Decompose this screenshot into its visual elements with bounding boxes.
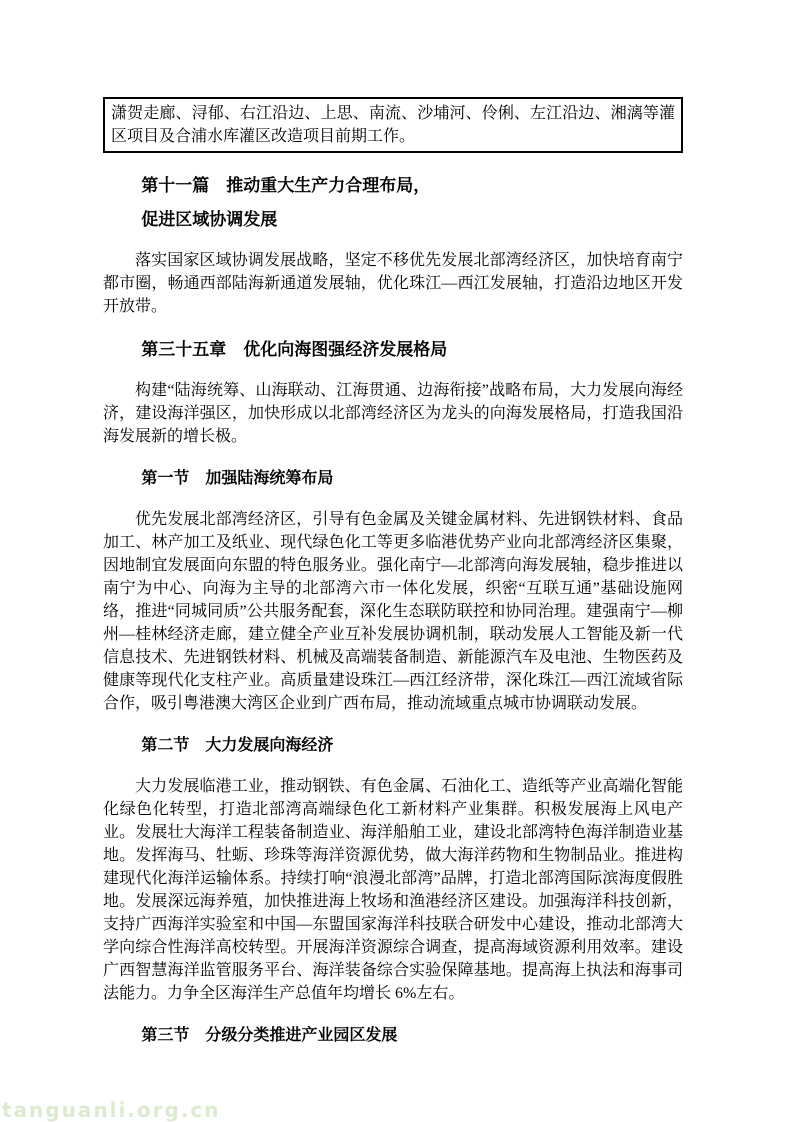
watermark-text: tanguanli.org.cn	[2, 1098, 221, 1122]
page-content	[103, 97, 683, 1045]
section-heading-1: 第一节 加强陆海统筹布局	[141, 470, 334, 487]
framed-note-box: 潇贺走廊、浔郁、右江沿边、上思、南流、沙埔河、伶俐、左江沿边、湘漓等灌区项目及合浦水库灌区改造项目前期工作。	[103, 97, 683, 153]
section-heading-3: 第三节 分级分类推进产业园区发展	[141, 1027, 398, 1044]
part-heading-line-2: 促进区域协调发展	[141, 210, 278, 229]
paragraph-marine-economy: 大力发展临港工业，推动钢铁、有色金属、石油化工、造纸等产业高端化智能化绿色化转型，打造北部湾高端绿色化工新材料产业集群。积极发展海上风电产业。发展壮大海洋工程装备制造业、海洋船舶工业，建设北部湾特色海洋制造业基地。发挥海马、牡蛎、珍珠等海洋资源优势，做大海洋药物和生物制品业。推进构建现代化海洋运输体系。持续打响“浪漫北部湾”品牌，打造北部湾国际滨海度假胜地。发展深远海养殖，加快推进海上牧场和渔港经济区建设。加强海洋科技创新，支持广西海洋实验室和中国—东盟国家海洋科技联合研发中心建设，推动北部湾大学向综合性海洋高校转型。开展海洋资源综合调查，提高海域资源利用效率。建设广西智慧海洋监管服务平台、海洋装备综合实验保障基地。提高海上执法和海事司法能力。力争全区海洋生产总值年均增长 6%左右。	[103, 778, 683, 1002]
paragraph-regional-strategy: 落实国家区域协调发展战略，坚定不移优先发展北部湾经济区，加快培育南宁都市圈，畅通西部陆海新通道发展轴，优化珠江—西江发展轴，打造沿边地区开发开放带。	[103, 252, 683, 315]
section-heading-2: 第二节 大力发展向海经济	[141, 737, 334, 754]
chapter-heading-35: 第三十五章 优化向海图强经济发展格局	[141, 340, 448, 359]
part-heading-line-1: 第十一篇 推动重大生产力合理布局，	[141, 176, 431, 195]
paragraph-beibu-gulf: 优先发展北部湾经济区，引导有色金属及关键金属材料、先进钢铁材料、食品加工、林产加工及纸业、现代绿色化工等更多临港优势产业向北部湾经济区集聚，因地制宜发展面向东盟的特色服务业。强化南宁—北部湾向海发展轴，稳步推进以南宁为中心、向海为主导的北部湾六市一体化发展，织密“互联互通”基础设施网络，推进“同城同质”公共服务配套，深化生态联防联控和协同治理。建强南宁—柳州—桂林经济走廊，建立健全产业互补发展协调机制，联动发展人工智能及新一代信息技术、先进钢铁材料、机械及高端装备制造、新能源汽车及电池、生物医药及健康等现代化支柱产业。高质量建设珠江—西江经济带，深化珠江—西江流域省际合作，吸引粤港澳大湾区企业到广西布局，推动流域重点城市协调联动发展。	[103, 511, 683, 712]
paragraph-strategic-layout: 构建“陆海统筹、山海联动、江海贯通、边海衔接”战略布局，大力发展向海经济，建设海洋强区，加快形成以北部湾经济区为龙头的向海发展格局，打造我国沿海发展新的增长极。	[103, 382, 683, 445]
